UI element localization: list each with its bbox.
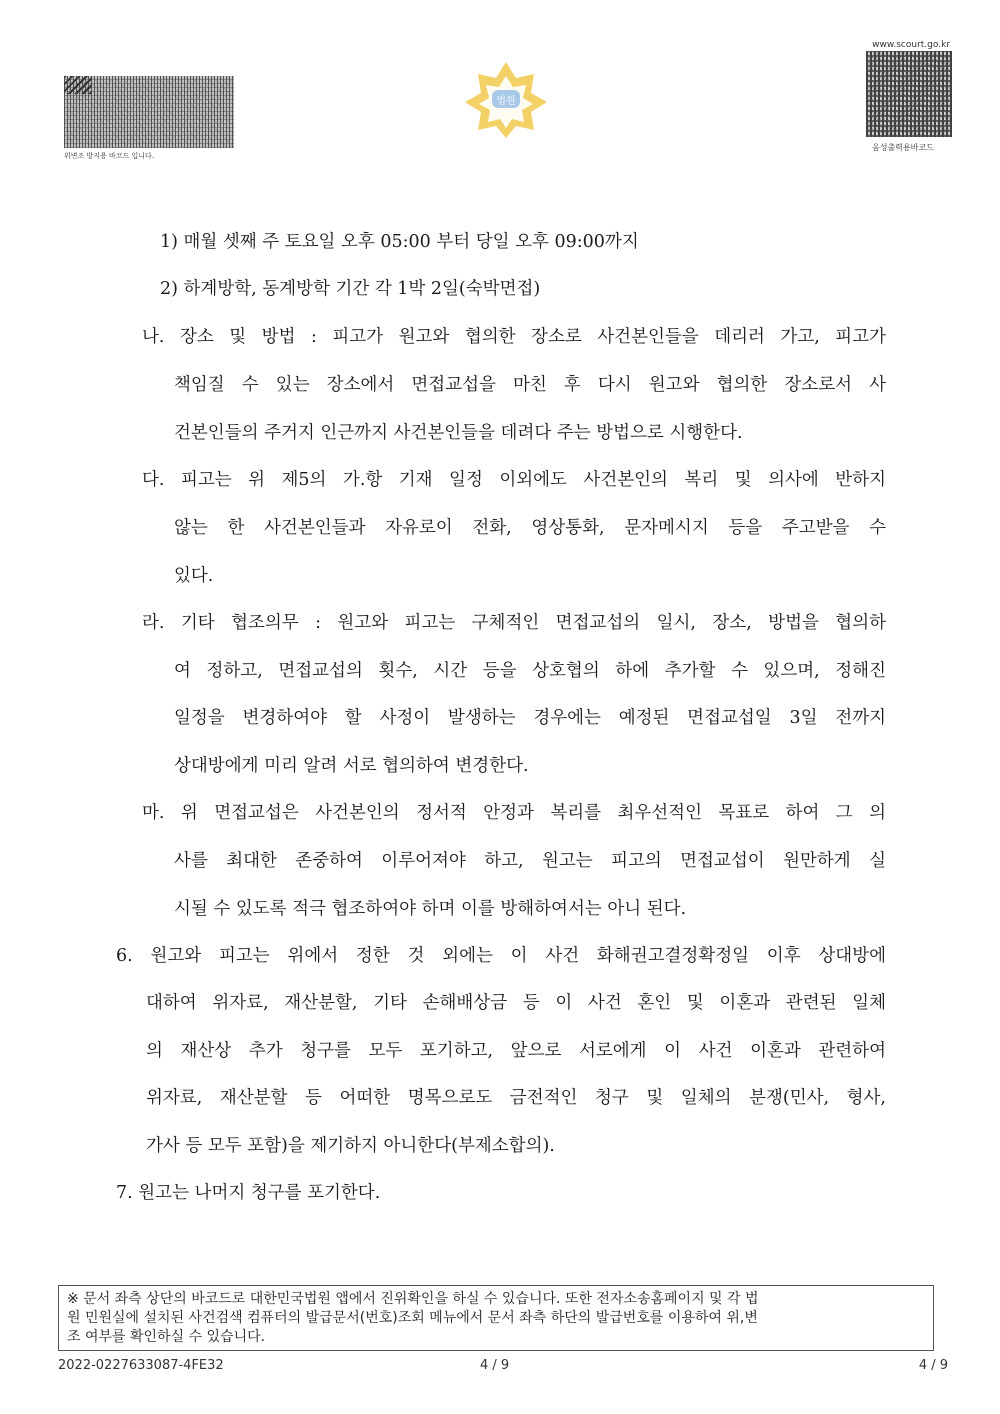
site-url: www.scourt.go.kr xyxy=(872,40,950,50)
text-line: 나. 장소 및 방법 : 피고가 원고와 협의한 장소로 사건본인들을 데리러 가고, 피고가 xyxy=(142,327,886,347)
barcode-caption: 위변조 방지용 바코드 입니다. xyxy=(64,152,155,160)
text-line: 라. 기타 협조의무 : 원고와 피고는 구체적인 면접교섭의 일시, 장소, 방법을 협의하 xyxy=(142,613,886,633)
text-line: 가사 등 모두 포함)을 제기하지 아니한다(부제소합의). xyxy=(146,1136,555,1156)
text-line: 7. 원고는 나머지 청구를 포기한다. xyxy=(116,1183,381,1203)
text-line: 1) 매월 셋째 주 토요일 오후 05:00 부터 당일 오후 09:00까지 xyxy=(160,232,639,252)
text-line: 대하여 위자료, 재산분할, 기타 손해배상금 등 이 사건 혼인 및 이혼과 관련된 일체 xyxy=(146,993,886,1013)
issue-number: 2022-0227633087-4FE32 xyxy=(58,1358,224,1373)
audio-qr-code xyxy=(866,51,952,137)
page-number-center: 4 / 9 xyxy=(480,1358,510,1373)
text-line: 않는 한 사건본인들과 자유로이 전화, 영상통화, 문자메시지 등을 주고받을 수 xyxy=(174,518,886,538)
svg-text:법원: 법원 xyxy=(496,96,516,107)
text-line: 사를 최대한 존중하여 이루어져야 하고, 원고는 피고의 면접교섭이 원만하게 실 xyxy=(174,851,886,871)
text-line: 상대방에게 미리 알려 서로 협의하여 변경한다. xyxy=(174,756,529,776)
text-line: 2) 하계방학, 동계방학 기간 각 1박 2일(숙박면접) xyxy=(160,279,541,299)
text-line: 책임질 수 있는 장소에서 면접교섭을 마친 후 다시 원고와 협의한 장소로서 사 xyxy=(174,375,886,395)
text-line: 건본인들의 주거지 인근까지 사건본인들을 데려다 주는 방법으로 시행한다. xyxy=(174,423,743,443)
text-line: 여 정하고, 면접교섭의 횟수, 시간 등을 상호협의 하에 추가할 수 있으며, 정해진 xyxy=(174,661,886,681)
text-line: 있다. xyxy=(174,566,214,586)
text-line: 일정을 변경하여야 할 사정이 발생하는 경우에는 예정된 면접교섭일 3일 전까지 xyxy=(174,708,886,728)
qr-caption: 음성출력용바코드 xyxy=(872,143,934,152)
text-line: 6. 원고와 피고는 위에서 정한 것 외에는 이 사건 화해권고결정확정일 이후 상대방에 xyxy=(116,946,886,966)
authenticity-barcode xyxy=(64,76,234,148)
notice-line: 원 민원실에 설치된 사건검색 컴퓨터의 발급문서(번호)조회 메뉴에서 문서 좌측 하단의 발급번호를 이용하여 위,변 xyxy=(67,1310,758,1326)
notice-line: 조 여부를 확인하실 수 있습니다. xyxy=(67,1329,266,1345)
text-line: 다. 피고는 위 제5의 가.항 기재 일정 이외에도 사건본인의 복리 및 의사에 반하지 xyxy=(142,470,886,490)
text-line: 위자료, 재산분할 등 어떠한 명목으로도 금전적인 청구 및 일체의 분쟁(민사, 형사, xyxy=(146,1088,886,1108)
text-line: 의 재산상 추가 청구를 모두 포기하고, 앞으로 서로에게 이 사건 이혼과 관련하여 xyxy=(146,1041,886,1061)
notice-line: ※ 문서 좌측 상단의 바코드로 대한민국법원 앱에서 진위확인을 하실 수 있습니다. 또한 전자소송홈페이지 및 각 법 xyxy=(67,1291,759,1307)
court-emblem-icon xyxy=(461,60,551,140)
text-line: 마. 위 면접교섭은 사건본인의 정서적 안정과 복리를 최우선적인 목표로 하여 그 의 xyxy=(142,803,886,823)
verification-notice xyxy=(58,1285,934,1351)
text-line: 시될 수 있도록 적극 협조하여야 하며 이를 방해하여서는 아니 된다. xyxy=(174,899,687,919)
page-number-right: 4 / 9 xyxy=(918,1358,948,1373)
